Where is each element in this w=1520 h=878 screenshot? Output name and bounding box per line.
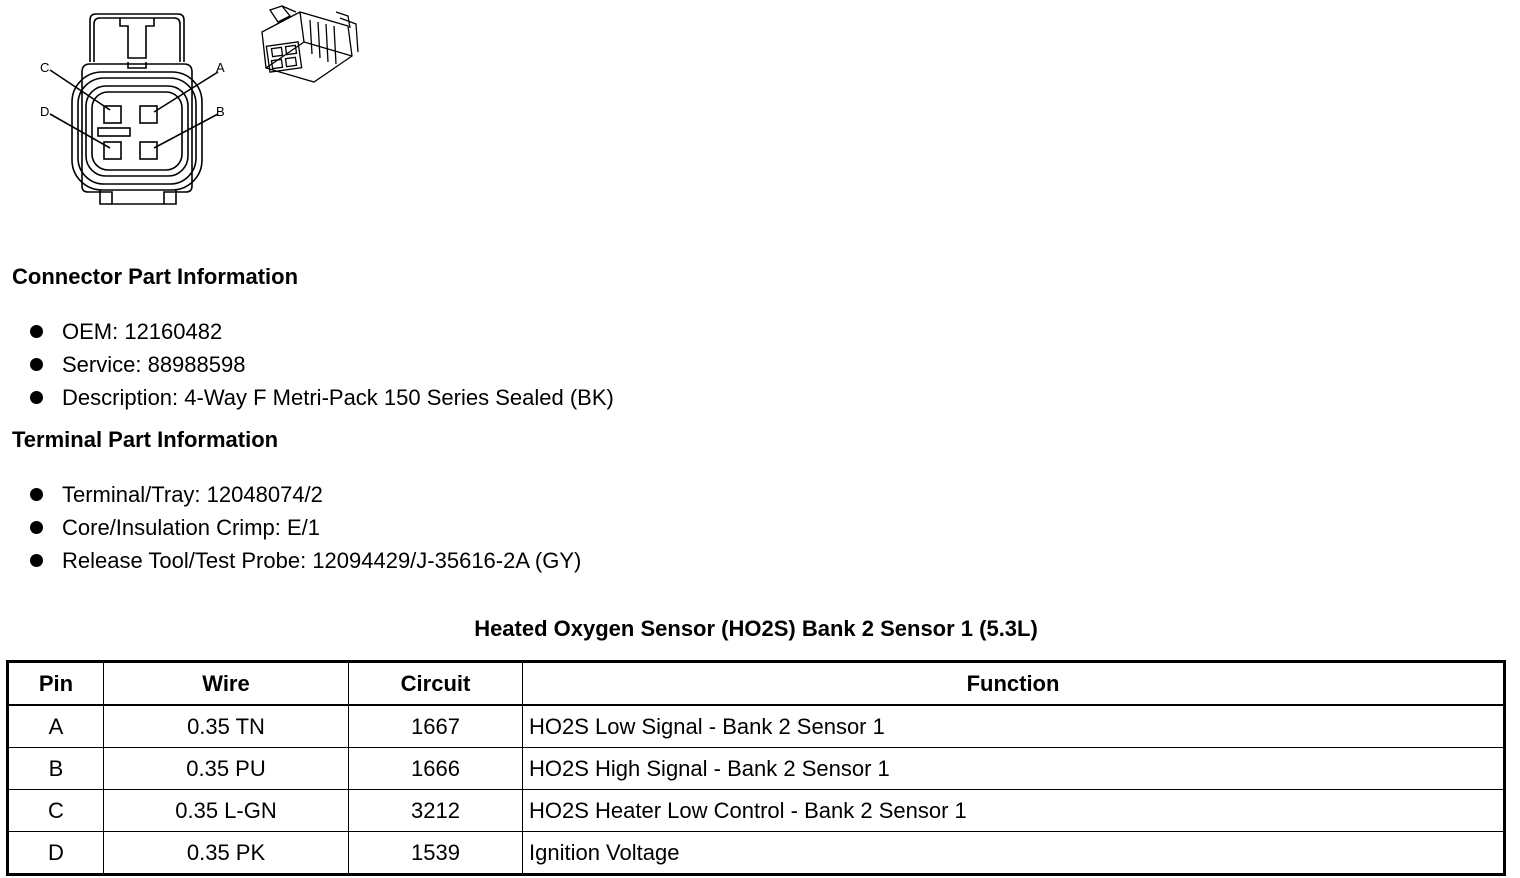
list-item-text: Service: 88988598 bbox=[62, 352, 246, 377]
column-header-function: Function bbox=[523, 662, 1505, 706]
cell-pin: A bbox=[8, 705, 104, 748]
table-row bbox=[8, 748, 1505, 790]
list-item bbox=[28, 478, 581, 511]
cell-circuit: 1666 bbox=[349, 748, 523, 790]
list-item-text: OEM: 12160482 bbox=[62, 319, 223, 344]
bullet-icon bbox=[30, 325, 43, 338]
column-header-pin: Pin bbox=[8, 662, 104, 706]
table-header-row bbox=[8, 662, 1505, 706]
cell-wire: 0.35 PU bbox=[104, 748, 349, 790]
cell-wire: 0.35 TN bbox=[104, 705, 349, 748]
terminal-part-information-heading: Terminal Part Information bbox=[12, 427, 279, 452]
list-item bbox=[28, 348, 614, 381]
bullet-icon bbox=[30, 391, 43, 404]
list-item bbox=[28, 381, 614, 414]
bullet-icon bbox=[30, 358, 43, 371]
cell-pin: D bbox=[8, 832, 104, 875]
cell-function: HO2S Heater Low Control - Bank 2 Sensor 1 bbox=[523, 790, 1505, 832]
cell-wire: 0.35 PK bbox=[104, 832, 349, 875]
list-item-text: Description: 4-Way F Metri-Pack 150 Series Sealed (BK) bbox=[62, 385, 614, 410]
terminal-part-information-list bbox=[28, 478, 581, 577]
table-row bbox=[8, 790, 1505, 832]
list-item bbox=[28, 544, 581, 577]
cell-pin: C bbox=[8, 790, 104, 832]
bullet-icon bbox=[30, 521, 43, 534]
pin-table-title: Heated Oxygen Sensor (HO2S) Bank 2 Sensor 1 (5.3L) bbox=[474, 616, 1038, 641]
cell-pin: B bbox=[8, 748, 104, 790]
connector-face-diagram bbox=[30, 6, 250, 216]
table-row bbox=[8, 832, 1505, 875]
column-header-wire: Wire bbox=[104, 662, 349, 706]
cell-circuit: 1539 bbox=[349, 832, 523, 875]
cell-function: Ignition Voltage bbox=[523, 832, 1505, 875]
cell-function: HO2S High Signal - Bank 2 Sensor 1 bbox=[523, 748, 1505, 790]
pin-label-d: D bbox=[40, 104, 50, 119]
table-row bbox=[8, 705, 1505, 748]
bullet-icon bbox=[30, 488, 43, 501]
list-item bbox=[28, 511, 581, 544]
list-item bbox=[28, 315, 614, 348]
bullet-icon bbox=[30, 554, 43, 567]
cell-circuit: 1667 bbox=[349, 705, 523, 748]
cell-wire: 0.35 L-GN bbox=[104, 790, 349, 832]
cell-function: HO2S Low Signal - Bank 2 Sensor 1 bbox=[523, 705, 1505, 748]
connector-3d-illustration bbox=[252, 2, 362, 90]
list-item-text: Core/Insulation Crimp: E/1 bbox=[62, 515, 320, 540]
pin-label-c: C bbox=[40, 60, 50, 75]
pin-label-a: A bbox=[216, 60, 225, 75]
list-item-text: Terminal/Tray: 12048074/2 bbox=[62, 482, 323, 507]
connector-part-information-heading: Connector Part Information bbox=[12, 264, 299, 289]
pin-table bbox=[6, 660, 1506, 876]
cell-circuit: 3212 bbox=[349, 790, 523, 832]
connector-part-information-list bbox=[28, 315, 614, 414]
column-header-circuit: Circuit bbox=[349, 662, 523, 706]
list-item-text: Release Tool/Test Probe: 12094429/J-35616-2A (GY) bbox=[62, 548, 582, 573]
pin-label-b: B bbox=[216, 104, 225, 119]
